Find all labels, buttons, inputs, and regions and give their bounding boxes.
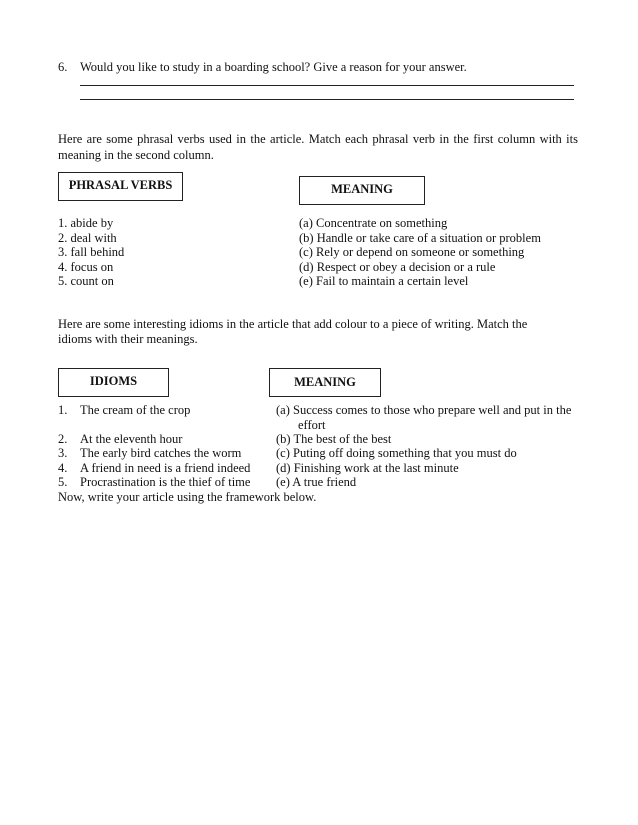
- idiom-meaning-item: (d) Finishing work at the last minute: [276, 461, 459, 475]
- idiom-text: The early bird catches the worm: [80, 446, 242, 460]
- idioms-intro-line-2: idioms with their meanings.: [58, 332, 198, 346]
- phrasal-verb-item: 4. focus on: [58, 260, 114, 274]
- idiom-meaning-item: (c) Puting off doing something that you must do: [276, 446, 517, 460]
- idioms-intro-line-1: Here are some interesting idioms in the article that add colour to a piece of writing. Match the: [58, 317, 528, 331]
- idiom-number: 3.: [58, 446, 68, 460]
- phrasal-verb-item: 5. count on: [58, 274, 114, 288]
- idiom-number: 2.: [58, 432, 68, 446]
- answer-line-1[interactable]: [80, 85, 574, 86]
- phrasal-verbs-header: PHRASAL VERBS: [68, 178, 173, 192]
- meaning-header-box: [299, 176, 425, 205]
- meaning-header: MEANING: [331, 182, 393, 196]
- idiom-text: Procrastination is the thief of time: [80, 475, 251, 489]
- closing-instruction: Now, write your article using the framework below.: [58, 490, 317, 504]
- phrasal-verbs-header-box: [58, 172, 183, 201]
- phrasal-verbs-intro: Here are some phrasal verbs used in the article. Match each phrasal verb in the first column with its meaning in the second column.: [58, 132, 578, 162]
- idiom-text: At the eleventh hour: [80, 432, 183, 446]
- idiom-meaning-item: (e) A true friend: [276, 475, 357, 489]
- phrasal-verb-item: 2. deal with: [58, 231, 117, 245]
- phrasal-meaning-item: (a) Concentrate on something: [299, 216, 448, 230]
- idiom-text: The cream of the crop: [80, 403, 191, 417]
- answer-line-2[interactable]: [80, 99, 574, 100]
- question-number: 6.: [58, 60, 68, 74]
- idioms-meaning-header: MEANING: [294, 375, 356, 389]
- idiom-number: 4.: [58, 461, 68, 475]
- phrasal-meaning-item: (e) Fail to maintain a certain level: [299, 274, 469, 288]
- idioms-header-box: [58, 368, 169, 397]
- idiom-meaning-continuation: effort: [298, 418, 326, 432]
- idiom-number: 5.: [58, 475, 68, 489]
- phrasal-meaning-item: (c) Rely or depend on someone or something: [299, 245, 525, 259]
- phrasal-verb-item: 3. fall behind: [58, 245, 125, 259]
- idioms-meaning-header-box: [269, 368, 381, 397]
- phrasal-meaning-item: (b) Handle or take care of a situation or problem: [299, 231, 541, 245]
- phrasal-meaning-item: (d) Respect or obey a decision or a rule: [299, 260, 496, 274]
- question-6: [58, 59, 467, 75]
- phrasal-verb-item: 1. abide by: [58, 216, 114, 230]
- idiom-meaning-item: (a) Success comes to those who prepare well and put in the: [276, 403, 572, 417]
- question-text: Would you like to study in a boarding school? Give a reason for your answer.: [80, 60, 467, 74]
- idioms-header: IDIOMS: [89, 374, 138, 388]
- idiom-meaning-item: (b) The best of the best: [276, 432, 392, 446]
- idiom-number: 1.: [58, 403, 68, 417]
- idiom-text: A friend in need is a friend indeed: [80, 461, 251, 475]
